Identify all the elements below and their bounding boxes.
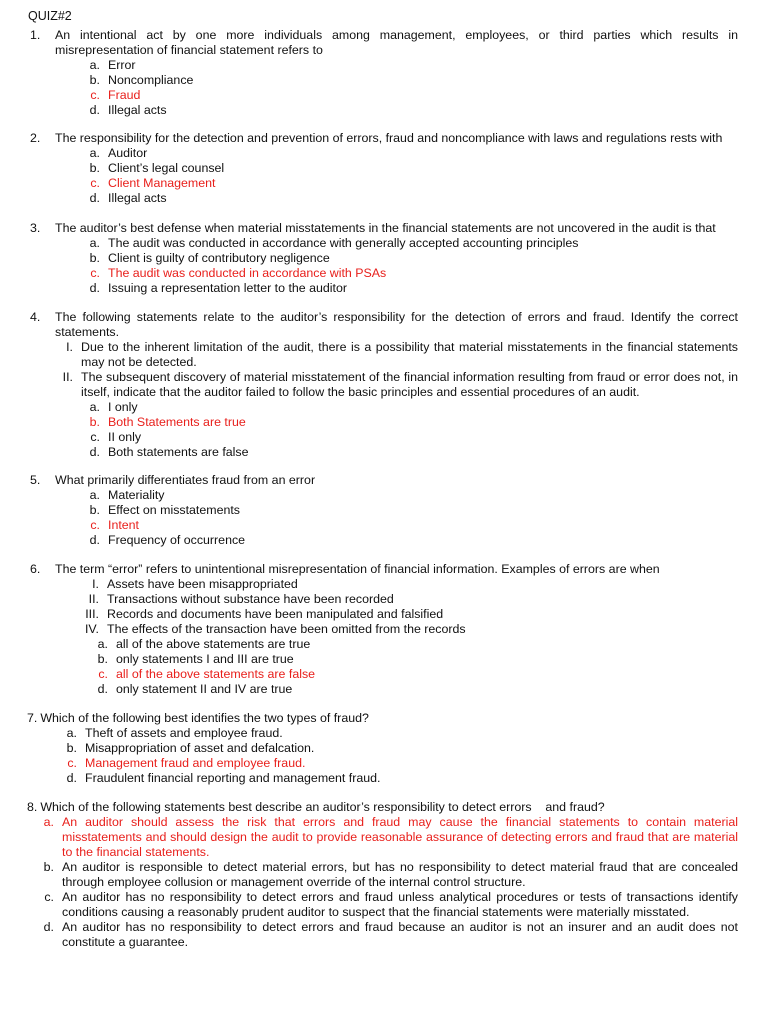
choice-d[interactable]	[27, 920, 738, 950]
question-4	[30, 310, 738, 460]
choice-text: Error	[108, 58, 136, 72]
choice-d[interactable]	[27, 771, 381, 786]
choice-text: An auditor should assess the risk that errors and fraud may cause the financial statements to contain material misstatements and should design the audit to provide reasonable assurance of detecting errors and fraud that are material to the financial statements.	[62, 815, 738, 859]
choice-a[interactable]	[30, 488, 738, 503]
choice-text: Both statements are false	[108, 445, 249, 459]
choice-text: only statements I and III are true	[116, 652, 294, 666]
choice-text: Illegal acts	[108, 103, 167, 117]
statement-2	[30, 592, 738, 607]
choice-label: a.	[89, 236, 100, 250]
choice-c[interactable]	[27, 890, 738, 920]
choice-label: c.	[67, 756, 77, 770]
choice-text: Misappropriation of asset and defalcation.	[85, 741, 315, 755]
choice-a-correct[interactable]	[27, 815, 738, 860]
choice-label: b.	[89, 503, 100, 517]
question-number: 3.	[30, 221, 41, 235]
question-8	[27, 800, 738, 950]
choice-c-correct[interactable]	[30, 266, 738, 281]
choice-d[interactable]	[30, 445, 738, 460]
choice-label: c.	[90, 88, 100, 102]
choice-a[interactable]	[27, 726, 381, 741]
choice-a[interactable]	[30, 146, 738, 161]
choice-b-correct[interactable]	[30, 415, 738, 430]
question-number: 4.	[30, 310, 41, 324]
choice-label: a.	[66, 726, 77, 740]
choice-text: Intent	[108, 518, 140, 532]
choice-text: Auditor	[108, 146, 148, 160]
question-7	[27, 711, 381, 786]
statement-label: III.	[85, 607, 99, 621]
choice-label: d.	[89, 445, 100, 459]
choice-text: Both Statements are true	[108, 415, 246, 429]
choice-text: Materiality	[108, 488, 165, 502]
question-5	[30, 473, 738, 548]
choice-d[interactable]	[30, 191, 738, 206]
choice-text: An auditor has no responsibility to detect errors and fraud because an auditor is not an insurer and an audit does not constitute a guarantee.	[62, 920, 738, 949]
choice-a[interactable]	[30, 637, 738, 652]
statement-4	[30, 622, 738, 637]
choice-b[interactable]	[30, 73, 738, 88]
question-text: Which of the following best identifies the two types of fraud?	[40, 711, 369, 725]
statement-text: Assets have been misappropriated	[107, 577, 298, 591]
choice-b[interactable]	[30, 652, 738, 667]
choice-text: Client Management	[108, 176, 216, 190]
choice-label: c.	[44, 890, 54, 904]
statement-label: I.	[66, 340, 73, 354]
choice-text: An auditor has no responsibility to detect errors and fraud unless analytical procedures or tests of transactions identify conditions causing a reasonably prudent auditor to suspect that the financial statements were materially misstated.	[62, 890, 738, 919]
choice-label: b.	[89, 73, 100, 87]
choice-label: d.	[89, 533, 100, 547]
choice-c-correct[interactable]	[27, 756, 381, 771]
question-number: 6.	[30, 562, 41, 576]
question-text: The term “error” refers to unintentional misrepresentation of financial information. Examples of errors are when	[55, 562, 660, 576]
question-number: 5.	[30, 473, 41, 487]
choice-text: Fraudulent financial reporting and management fraud.	[85, 771, 381, 785]
question-text: The responsibility for the detection and prevention of errors, fraud and noncompliance with laws and regulations rests with	[55, 131, 723, 145]
choice-text: Theft of assets and employee fraud.	[85, 726, 283, 740]
question-1	[30, 28, 738, 118]
choice-label: c.	[90, 176, 100, 190]
statement-text: Records and documents have been manipulated and falsified	[107, 607, 444, 621]
choice-label: c.	[98, 667, 108, 681]
question-text: Which of the following statements best describe an auditor’s responsibility to detect errors and fraud?	[40, 800, 605, 814]
statement-text: The subsequent discovery of material misstatement of the financial information resulting from fraud or error does not, in itself, indicate that the auditor failed to follow the basic principles and essential procedures of an audit.	[81, 370, 738, 399]
choice-text: An auditor is responsible to detect material errors, but has no responsibility to detect material fraud that are concealed through employee collusion or management override of the internal control structure.	[62, 860, 738, 889]
choice-text: only statement II and IV are true	[116, 682, 293, 696]
choice-label: a.	[89, 400, 100, 414]
question-text: The auditor’s best defense when material misstatements in the financial statements are not uncovered in the audit is that	[55, 221, 716, 235]
question-2	[30, 131, 738, 206]
choice-label: a.	[97, 637, 108, 651]
question-6	[30, 562, 738, 697]
choice-label: d.	[89, 191, 100, 205]
statement-1	[30, 577, 738, 592]
choice-label: a.	[89, 58, 100, 72]
choice-text: Effect on misstatements	[108, 503, 240, 517]
choice-b[interactable]	[30, 251, 738, 266]
choice-text: Management fraud and employee fraud.	[85, 756, 306, 770]
choice-a[interactable]	[30, 400, 738, 415]
choice-text: Client is guilty of contributory negligence	[108, 251, 330, 265]
choice-label: d.	[43, 920, 54, 934]
choice-label: b.	[89, 161, 100, 175]
choice-text: Noncompliance	[108, 73, 194, 87]
choice-b[interactable]	[30, 161, 738, 176]
choice-label: a.	[89, 488, 100, 502]
choice-c-correct[interactable]	[30, 88, 738, 103]
choice-label: d.	[89, 281, 100, 295]
choice-c-correct[interactable]	[30, 667, 738, 682]
choice-text: Fraud	[108, 88, 141, 102]
question-3	[30, 221, 738, 296]
question-number: 1.	[30, 28, 41, 42]
choice-label: b.	[66, 741, 77, 755]
statement-3	[30, 607, 738, 622]
choice-d[interactable]	[30, 533, 738, 548]
statement-text: Due to the inherent limitation of the audit, there is a possibility that material misstatements in the financial statements may not be detected.	[81, 340, 738, 369]
choice-text: I only	[108, 400, 138, 414]
choice-b[interactable]	[27, 860, 738, 890]
choice-label: c.	[90, 518, 100, 532]
choice-text: Frequency of occurrence	[108, 533, 246, 547]
choice-label: a.	[43, 815, 54, 829]
choice-label: b.	[97, 652, 108, 666]
choice-label: b.	[89, 251, 100, 265]
choice-b[interactable]	[30, 503, 738, 518]
choice-text: The audit was conducted in accordance with generally accepted accounting principles	[108, 236, 579, 250]
choice-text: Illegal acts	[108, 191, 167, 205]
choice-d[interactable]	[30, 103, 738, 118]
choice-d[interactable]	[30, 281, 738, 296]
choice-text: all of the above statements are false	[116, 667, 316, 681]
choice-label: b.	[89, 415, 100, 429]
choice-label: c.	[90, 266, 100, 280]
question-text: What primarily differentiates fraud from an error	[55, 473, 316, 487]
choice-label: b.	[43, 860, 54, 874]
statement-label: IV.	[84, 622, 99, 636]
choice-label: d.	[89, 103, 100, 117]
choice-a[interactable]	[30, 236, 738, 251]
question-number: 2.	[30, 131, 41, 145]
choice-label: d.	[66, 771, 77, 785]
statement-text: The effects of the transaction have been omitted from the records	[107, 622, 466, 636]
choice-text: Client’s legal counsel	[108, 161, 225, 175]
choice-b[interactable]	[27, 741, 381, 756]
choice-text: all of the above statements are true	[116, 637, 311, 651]
choice-c-correct[interactable]	[30, 176, 738, 191]
choice-a[interactable]	[30, 58, 738, 73]
question-text: The following statements relate to the auditor’s responsibility for the detection of errors and fraud. Identify the correct statements.	[55, 310, 738, 339]
choice-label: d.	[97, 682, 108, 696]
statement-label: II.	[88, 592, 99, 606]
choice-text: II only	[108, 430, 142, 444]
choice-d[interactable]	[30, 682, 738, 697]
statement-text: Transactions without substance have been recorded	[107, 592, 394, 606]
choice-label: c.	[90, 430, 100, 444]
choice-c-correct[interactable]	[30, 518, 738, 533]
statement-2	[30, 370, 738, 400]
question-number: 8.	[27, 800, 38, 814]
statement-label: II.	[62, 370, 73, 384]
statement-label: I.	[92, 577, 99, 591]
choice-text: The audit was conducted in accordance with PSAs	[108, 266, 387, 280]
page-title: QUIZ#2	[28, 9, 72, 23]
choice-label: a.	[89, 146, 100, 160]
statement-1	[30, 340, 738, 370]
choice-text: Issuing a representation letter to the auditor	[108, 281, 348, 295]
question-text: An intentional act by one more individuals among management, employees, or third parties which results in misrepresentation of financial statement refers to	[55, 28, 738, 57]
choice-c[interactable]	[30, 430, 738, 445]
question-number: 7.	[27, 711, 38, 725]
